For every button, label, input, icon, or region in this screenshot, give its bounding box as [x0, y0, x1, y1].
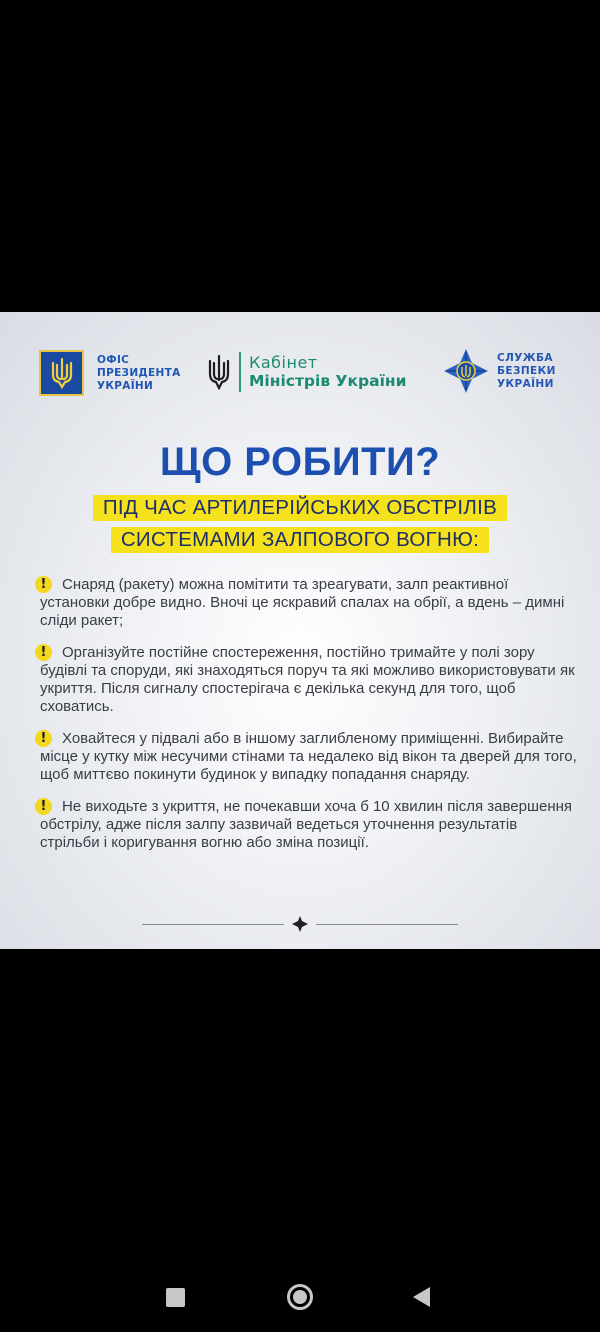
cabinet-text: Кабінет Міністрів України: [249, 353, 407, 390]
list-item: ! Не виходьте з укриття, не почекавши хоча б 10 хвилин після завершення обстрілу, адже після залпу зазвичай ведеться уточнення результатів стрільби і коригування вогню або зміна позиції.: [40, 798, 580, 852]
back-button[interactable]: [413, 1287, 430, 1307]
logo-office-president: [39, 350, 181, 396]
cabinet-divider: [239, 352, 241, 392]
navigation-bar: [0, 1262, 600, 1332]
infographic-card: [0, 312, 600, 949]
subtitle-line-2: СИСТЕМАМИ ЗАЛПОВОГО ВОГНЮ:: [0, 527, 600, 553]
list-item: ! Снаряд (ракету) можна помітити та зреагувати, залп реактивної установки добре видно. Вночі це яскравий спалах на обрії, а вдень – димні сліди ракет;: [40, 576, 580, 630]
office-president-text: ОФІС ПРЕЗИДЕНТА УКРАЇНИ: [97, 353, 181, 392]
warning-icon: !: [35, 730, 52, 747]
cross-ornament-icon: [292, 916, 308, 932]
home-button[interactable]: [287, 1284, 313, 1310]
trident-icon: [207, 354, 231, 390]
recent-apps-button[interactable]: [166, 1288, 185, 1307]
subtitle-line-1: ПІД ЧАС АРТИЛЕРІЙСЬКИХ ОБСТРІЛІВ: [0, 495, 600, 521]
warning-icon: !: [35, 798, 52, 815]
logos-row: [0, 348, 600, 408]
advice-list: [40, 576, 580, 866]
warning-icon: !: [35, 644, 52, 661]
page-title: ЩО РОБИТИ?: [159, 440, 441, 484]
footer-divider-left: [142, 924, 284, 925]
logo-cabinet-ministers: [207, 352, 406, 392]
footer-divider-right: [316, 924, 458, 925]
sbu-cross-icon: [443, 348, 489, 394]
sbu-text: СЛУЖБА БЕЗПЕКИ УКРАЇНИ: [497, 351, 556, 390]
logo-sbu: [443, 348, 556, 394]
warning-icon: !: [35, 576, 52, 593]
list-item: ! Ховайтеся у підвалі або в іншому заглибленому приміщенні. Вибирайте місце у кутку між несучими стінами та недалеко від вікон та дверей для того, щоб миттєво покинути будинок у випадку попадання снаряду.: [40, 730, 580, 784]
list-item: ! Організуйте постійне спостереження, постійно тримайте у полі зору будівлі та споруди, які знаходяться поруч та які можливо використовувати як укриття. Після сигналу спостерігача є декілька секунд для того, щоб сховатись.: [40, 644, 580, 716]
trident-icon: [39, 350, 84, 396]
